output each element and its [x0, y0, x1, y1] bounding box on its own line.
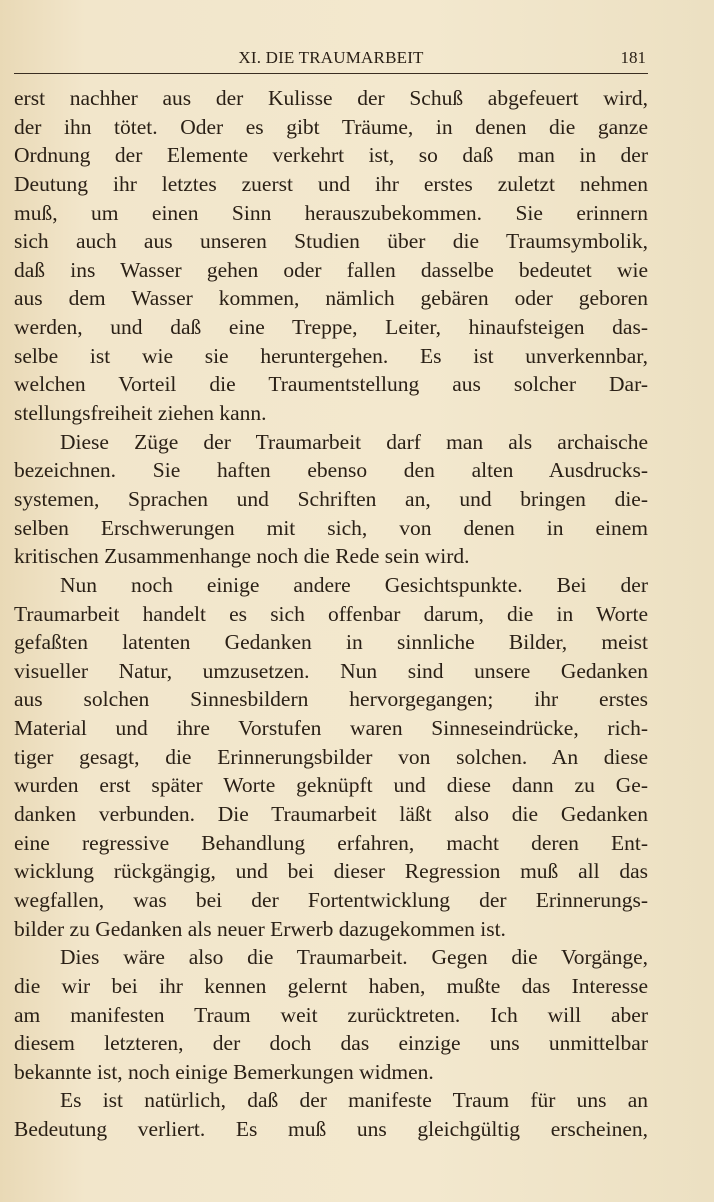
paragraph-first-line: Diese Züge der Traumarbeit darf man als archaische — [60, 429, 648, 454]
header-rule — [14, 73, 648, 74]
body-text — [14, 84, 648, 1144]
text-line: selbe ist wie sie heruntergehen. Es ist unverkennbar, — [14, 343, 648, 368]
text-line: Bedeutung verliert. Es muß uns gleichgültig erscheinen, — [14, 1117, 648, 1142]
text-line: diesem letzteren, der doch das einzige uns unmittelbar — [14, 1031, 648, 1056]
text-line: der ihn tötet. Oder es gibt Träume, in denen die ganze — [14, 114, 648, 139]
page-header — [14, 48, 648, 72]
text-line: visueller Natur, umzusetzen. Nun sind unsere Gedanken — [14, 658, 648, 683]
text-line: wegfallen, was bei der Fortentwicklung der Erinnerungs- — [14, 887, 648, 912]
text-line: Traumarbeit handelt es sich offenbar darum, die in Worte — [14, 601, 648, 626]
paragraph-first-line: Es ist natürlich, daß der manifeste Traum für uns an — [60, 1088, 648, 1113]
text-line: Ordnung der Elemente verkehrt ist, so daß man in der — [14, 143, 648, 168]
text-line: Deutung ihr letztes zuerst und ihr erstes zuletzt nehmen — [14, 171, 648, 196]
text-line: die wir bei ihr kennen gelernt haben, mußte das Interesse — [14, 973, 648, 998]
text-line: tiger gesagt, die Erinnerungsbilder von solchen. An diese — [14, 744, 648, 769]
text-line: Material und ihre Vorstufen waren Sinneseindrücke, rich- — [14, 716, 648, 741]
text-line: wicklung rückgängig, und bei dieser Regression muß all das — [14, 859, 648, 884]
running-title: XI. DIE TRAUMARBEIT — [238, 48, 424, 67]
text-line: aus solchen Sinnesbildern hervorgegangen; ihr erstes — [14, 687, 648, 712]
text-line: bilder zu Gedanken als neuer Erwerb dazugekommen ist. — [14, 916, 506, 941]
text-line: am manifesten Traum weit zurücktreten. Ich will aber — [14, 1002, 648, 1027]
paragraph-first-line: Dies wäre also die Traumarbeit. Gegen die Vorgänge, — [60, 945, 648, 970]
text-line: muß, um einen Sinn herauszubekommen. Sie erinnern — [14, 200, 648, 225]
text-line: aus dem Wasser kommen, nämlich gebären oder geboren — [14, 286, 648, 311]
page-number: 181 — [620, 48, 646, 67]
paragraph-first-line: Nun noch einige andere Gesichtspunkte. Bei der — [60, 572, 648, 597]
text-line: bekannte ist, noch einige Bemerkungen widmen. — [14, 1059, 434, 1084]
text-line: bezeichnen. Sie haften ebenso den alten Ausdrucks- — [14, 458, 648, 483]
text-line: welchen Vorteil die Traumentstellung aus solcher Dar- — [14, 372, 648, 397]
text-line: danken verbunden. Die Traumarbeit läßt also die Gedanken — [14, 802, 648, 827]
text-line: erst nachher aus der Kulisse der Schuß abgefeuert wird, — [14, 86, 648, 110]
text-line: eine regressive Behandlung erfahren, macht deren Ent- — [14, 830, 648, 855]
text-line: kritischen Zusammenhange noch die Rede sein wird. — [14, 544, 470, 569]
text-line: selben Erschwerungen mit sich, von denen in einem — [14, 515, 648, 540]
text-line: stellungsfreiheit ziehen kann. — [14, 401, 267, 426]
text-line: wurden erst später Worte geknüpft und diese dann zu Ge- — [14, 773, 648, 798]
text-line: werden, und daß eine Treppe, Leiter, hinaufsteigen das- — [14, 315, 648, 340]
text-line: sich auch aus unseren Studien über die Traumsymbolik, — [14, 229, 648, 254]
text-line: systemen, Sprachen und Schriften an, und bringen die- — [14, 486, 648, 511]
text-line: gefaßten latenten Gedanken in sinnliche Bilder, meist — [14, 630, 648, 655]
text-line: daß ins Wasser gehen oder fallen dasselbe bedeutet wie — [14, 257, 648, 282]
